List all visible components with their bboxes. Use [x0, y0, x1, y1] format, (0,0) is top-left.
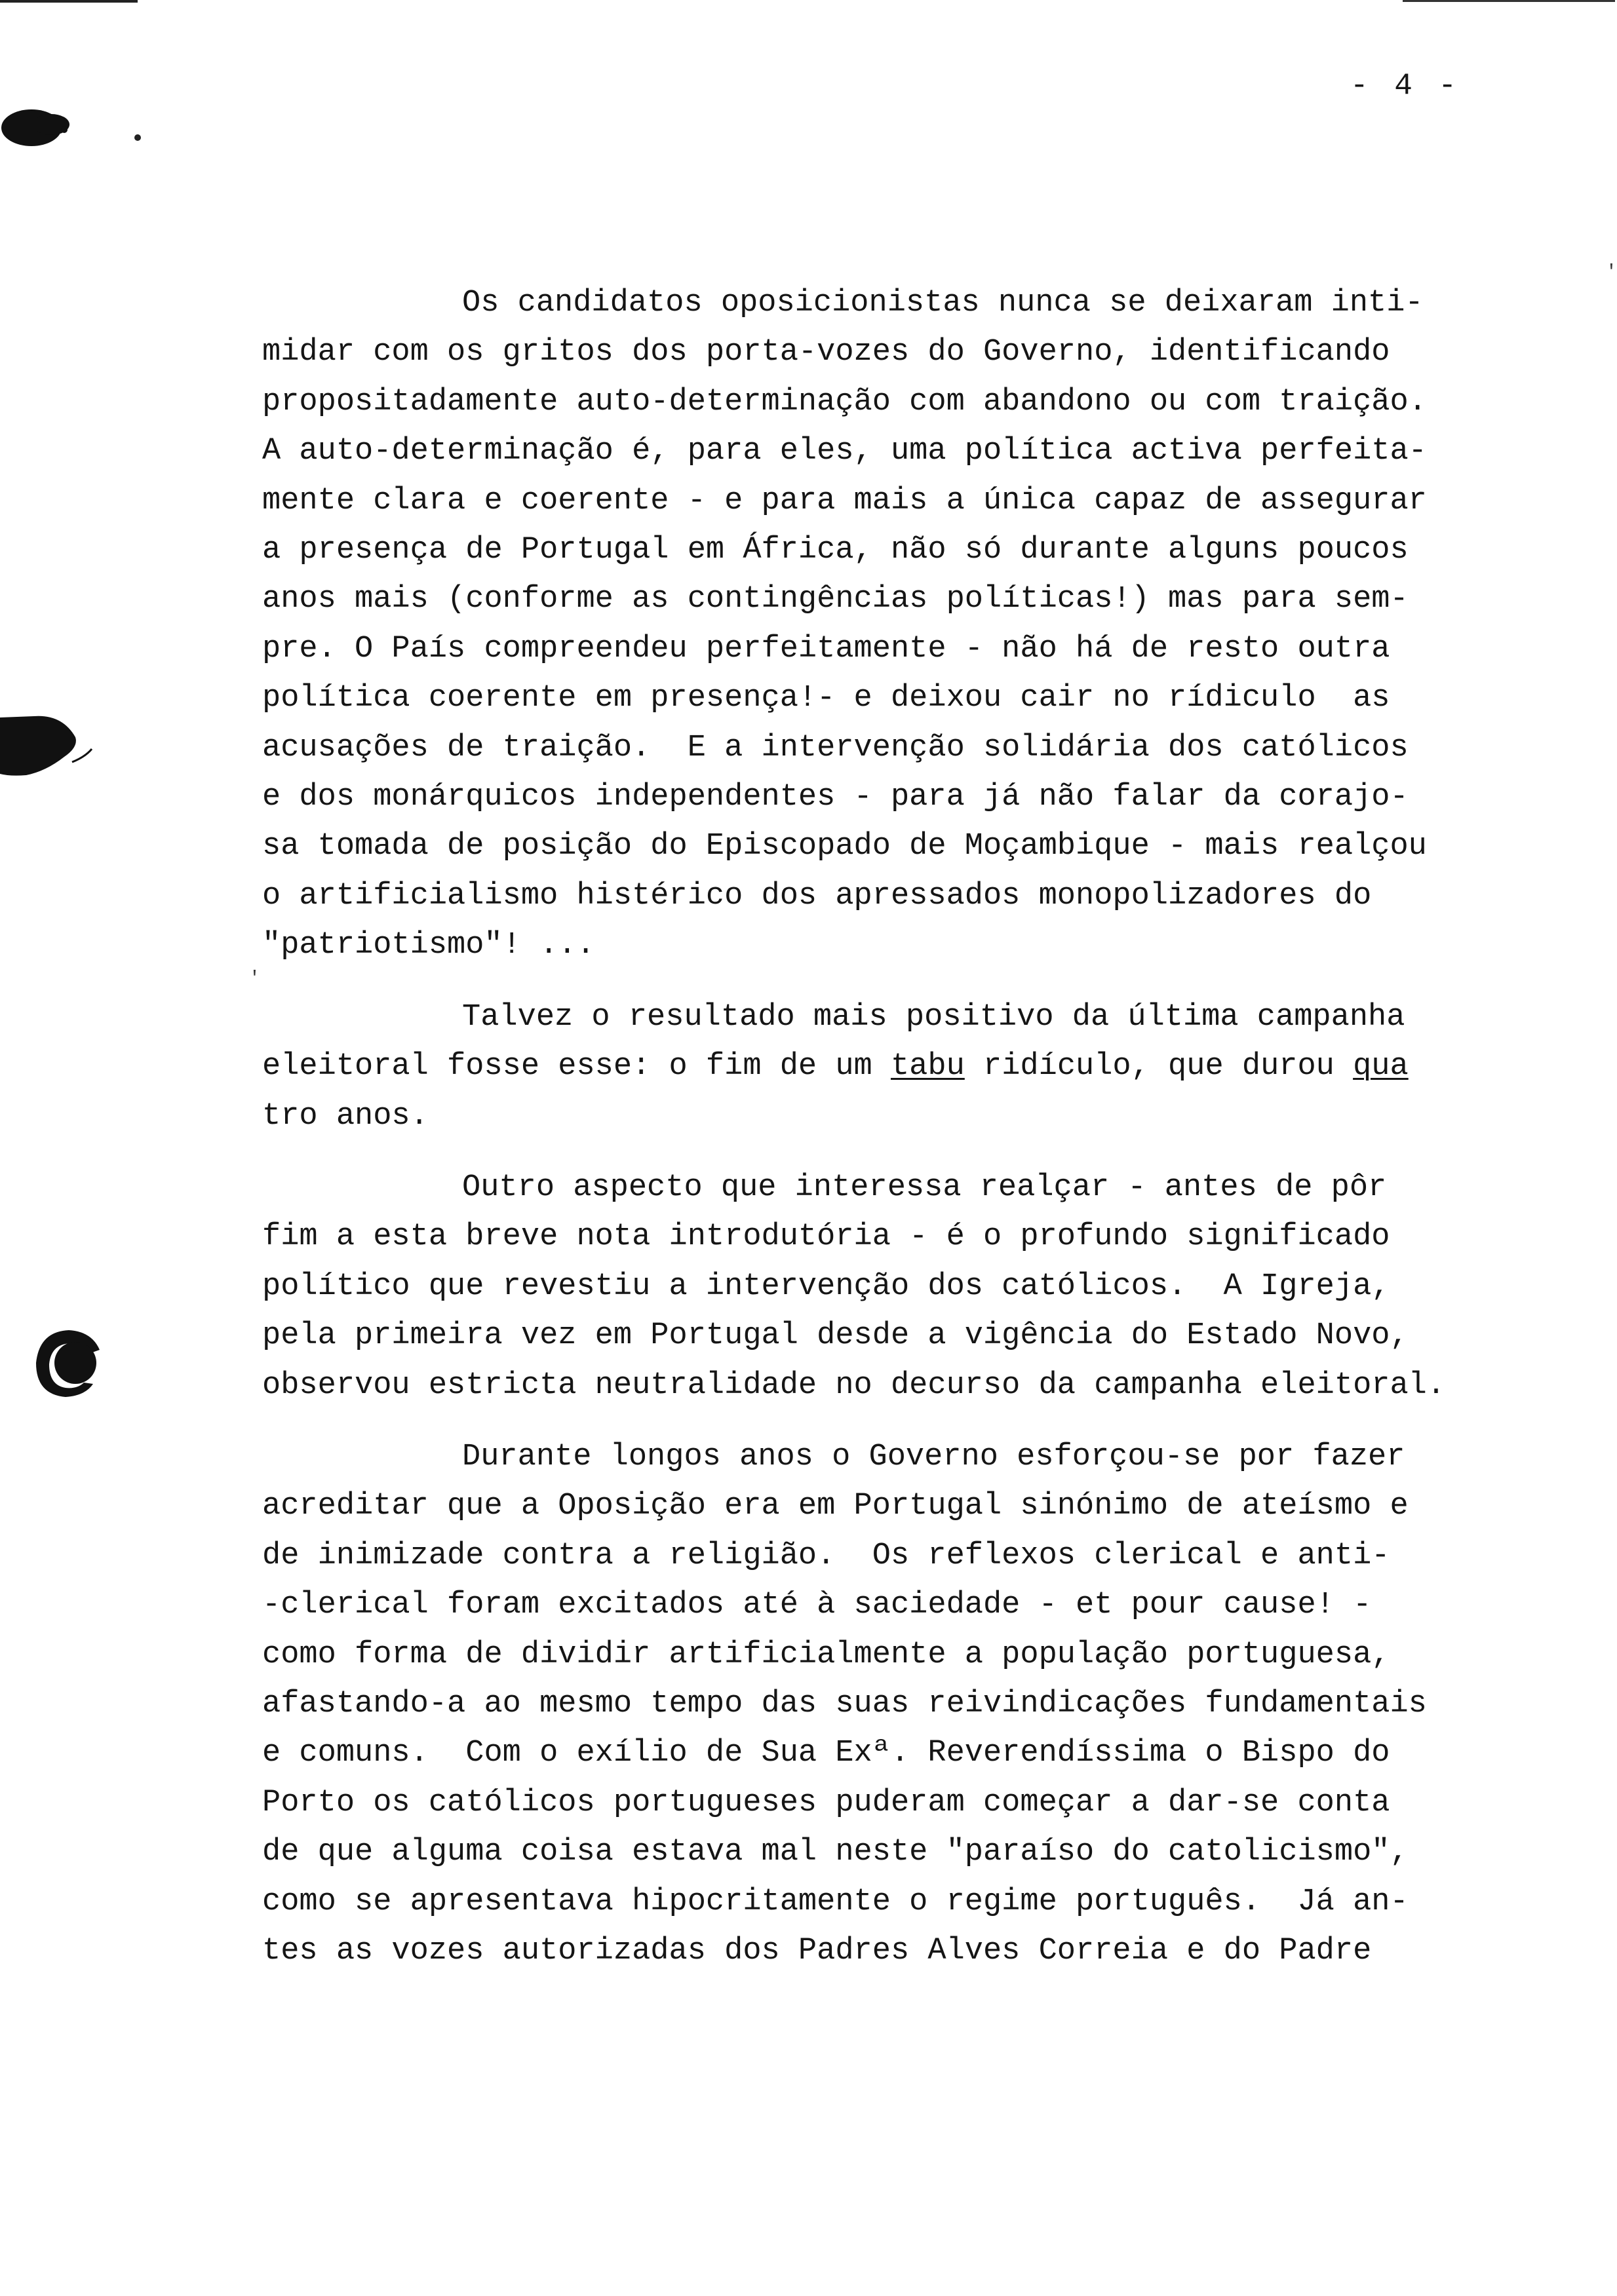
text-line: acreditar que a Oposição era em Portugal sinónimo de ateísmo e — [262, 1489, 1409, 1524]
margin-mark: ' — [1606, 262, 1617, 282]
text-line: midar com os gritos dos porta-vozes do Governo, identificando — [262, 335, 1390, 370]
text-line: política coerente em presença!- e deixou cair no rídiculo as — [262, 681, 1390, 716]
text-line: como se apresentava hipocritamente o regime português. Já an- — [262, 1884, 1409, 1919]
top-edge-line-right — [1403, 0, 1615, 2]
paragraph-1 — [262, 278, 1560, 970]
text-line: propositadamente auto-determinação com abandono ou com traição. — [262, 384, 1427, 419]
punch-hole-middle — [0, 711, 98, 783]
text-line: sa tomada de posição do Episcopado de Moçambique - mais realçou — [262, 829, 1427, 864]
body-text — [262, 278, 1560, 1976]
ink-dot — [131, 131, 144, 144]
text-line: o artificialismo histérico dos apressados monopolizadores do — [262, 878, 1372, 913]
page-number: - 4 - — [1350, 69, 1461, 103]
text-line: e comuns. Com o exílio de Sua Exª. Reverendíssima o Bispo do — [262, 1736, 1390, 1771]
text-line: acusações de traição. E a intervenção solidária dos católicos — [262, 730, 1409, 765]
text-line: de que alguma coisa estava mal neste "paraíso do catolicismo", — [262, 1835, 1409, 1870]
text-line: A auto-determinação é, para eles, uma política activa perfeita- — [262, 434, 1427, 469]
text-line: fim a esta breve nota introdutória - é o profundo significado — [262, 1219, 1390, 1255]
text-line: a presença de Portugal em África, não só durante alguns poucos — [262, 533, 1409, 568]
text-line: anos mais (conforme as contingências políticas!) mas para sem- — [262, 582, 1409, 617]
text-line: tro anos. — [262, 1098, 429, 1134]
text-line: como forma de dividir artificialmente a população portuguesa, — [262, 1637, 1390, 1672]
text-line: Porto os católicos portugueses puderam começar a dar-se conta — [262, 1785, 1390, 1820]
text-line: pre. O País compreendeu perfeitamente - não há de resto outra — [262, 631, 1390, 666]
ink-blot-top — [0, 98, 72, 157]
paragraph-3 — [262, 1163, 1560, 1410]
text-line: afastando-a ao mesmo tempo das suas reivindicações fundamentais — [262, 1686, 1427, 1721]
text-line: pela primeira vez em Portugal desde a vigência do Estado Novo, — [262, 1318, 1409, 1354]
text-line: político que revestiu a intervenção dos católicos. A Igreja, — [262, 1269, 1390, 1304]
paragraph-4 — [262, 1432, 1560, 1976]
punch-hole-bottom — [20, 1324, 105, 1409]
top-edge-line — [0, 0, 138, 3]
text-line: e dos monárquicos independentes - para já não falar da corajo- — [262, 780, 1409, 815]
underlined-word: qua — [1353, 1049, 1409, 1084]
text-line: de inimizade contra a religião. Os reflexos clerical e anti- — [262, 1538, 1390, 1573]
underlined-word: tabu — [890, 1049, 965, 1084]
text-line: tes as vozes autorizadas dos Padres Alves Correia e do Padre — [262, 1934, 1372, 1968]
text-line: -clerical foram excitados até à saciedade - et pour cause! - — [262, 1588, 1372, 1623]
text-line: Talvez o resultado mais positivo da última campanha — [462, 999, 1405, 1035]
paragraph-2 — [262, 993, 1560, 1141]
text-line: observou estricta neutralidade no decurso da campanha eleitoral. — [262, 1368, 1446, 1403]
text-line: Durante longos anos o Governo esforçou-se por fazer — [462, 1439, 1405, 1474]
text-line: Outro aspecto que interessa realçar - antes de pôr — [462, 1170, 1387, 1205]
text-line: mente clara e coerente - e para mais a única capaz de assegurar — [262, 483, 1427, 518]
text-line: eleitoral fosse esse: o fim de um tabu ridículo, que durou qua — [262, 1049, 1409, 1084]
text-line: Os candidatos oposicionistas nunca se deixaram inti- — [462, 286, 1424, 320]
text-line: "patriotismo"! ... — [262, 928, 595, 963]
margin-mark: ' — [249, 968, 260, 989]
